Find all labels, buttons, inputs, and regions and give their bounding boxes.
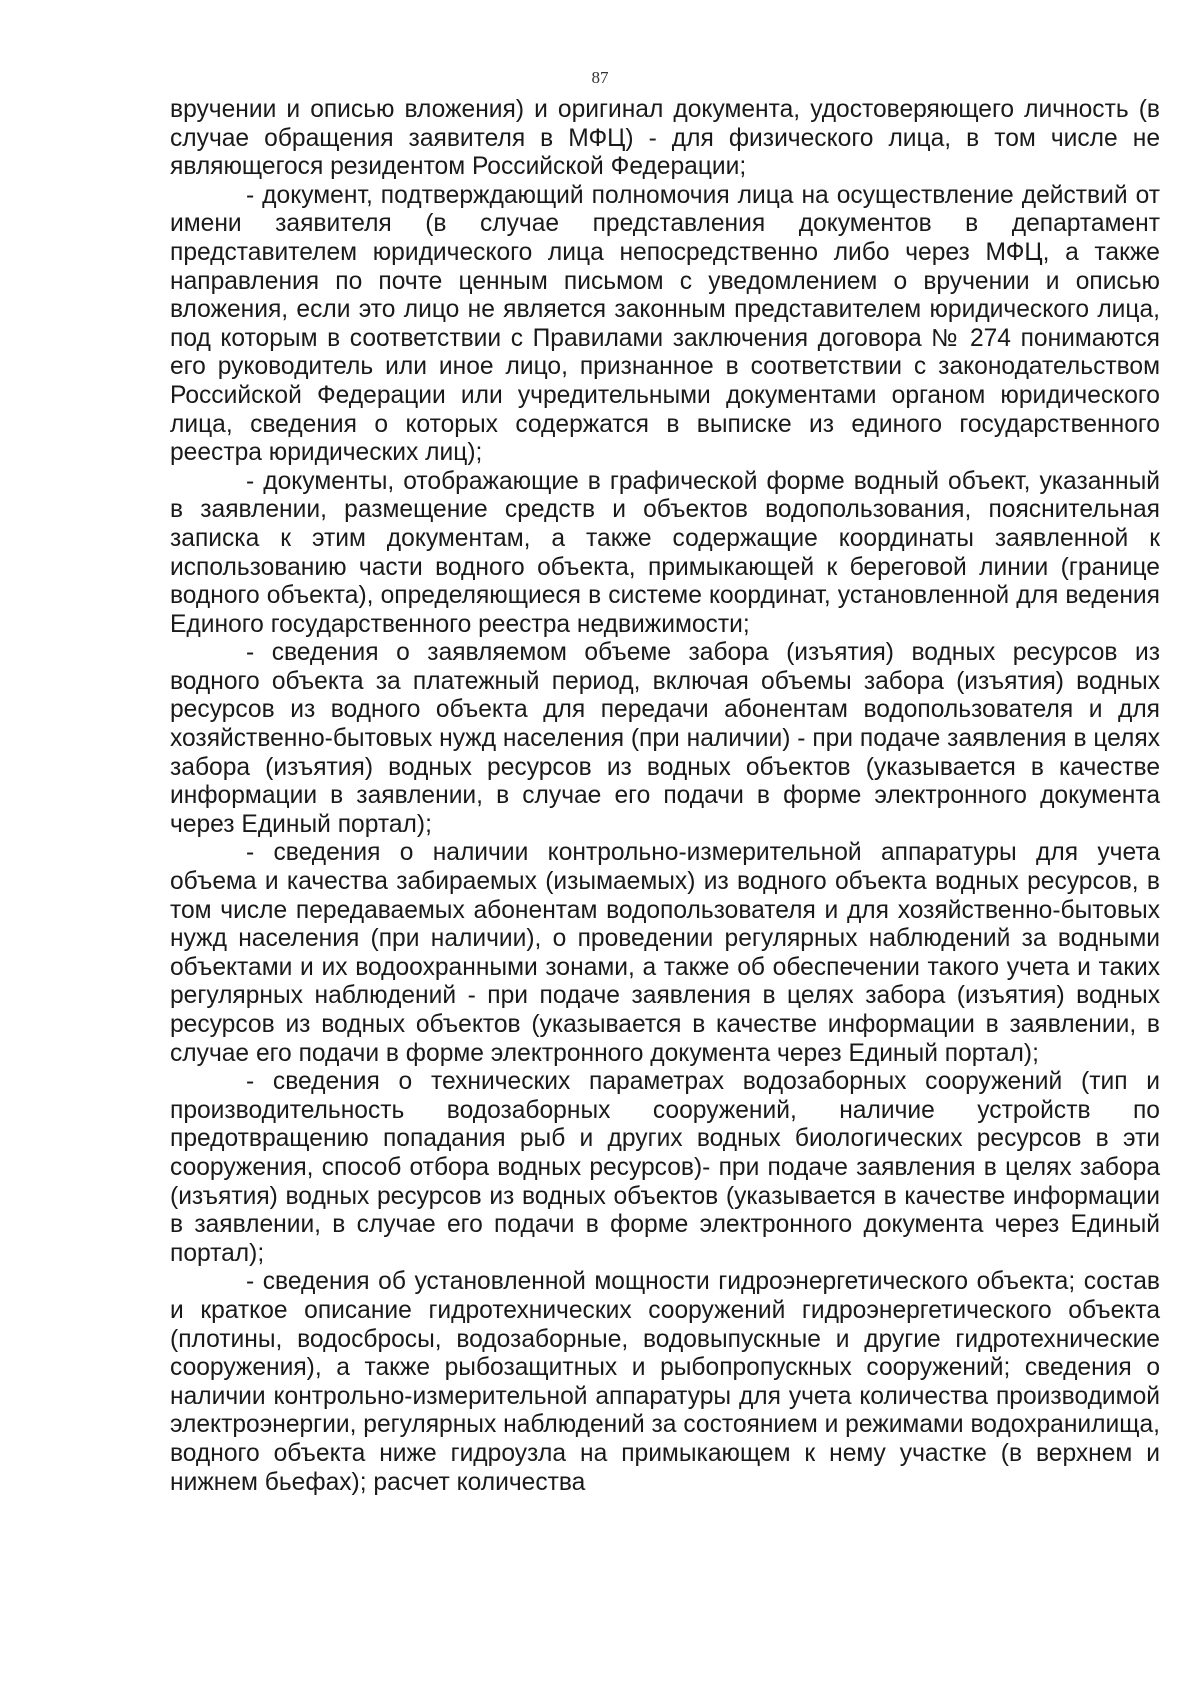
paragraph-technical-parameters: - сведения о технических параметрах водозаборных сооружений (тип и производительность водозаборных сооружений, наличие устройств по предотвращению попадания рыб и других водных биологических ресурсов в эти сооружения, способ отбора водных ресурсов)- при подаче заявления в целях забора (изъятия) водных ресурсов из водных объектов (указывается в качестве информации в заявлении, в случае его подачи в форме электронного документа через Единый портал);: [170, 1068, 1160, 1267]
paragraph-authority-document: - документ, подтверждающий полномочия лица на осуществление действий от имени заявителя (в случае представления документов в департамент представителем юридического лица непосредственно либо через МФЦ, а также направления по почте ценным письмом с уведомлением о вручении и описью вложения, если это лицо не является законным представителем юридического лица, под которым в соответствии с Правилами заключения договора № 274 понимаются его руководитель или иное лицо, признанное в соответствии с законодательством Российской Федерации или учредительными документами органом юридического лица, сведения о которых содержатся в выписке из единого государственного реестра юридических лиц);: [170, 181, 1160, 467]
paragraph-hydropower-object: - сведения об установленной мощности гидроэнергетического объекта; состав и краткое описание гидротехнических сооружений гидроэнергетического объекта (плотины, водосбросы, водозаборные, водовыпускные и другие гидротехнические сооружения), а также рыбозащитных и рыбопропускных сооружений; сведения о наличии контрольно-измерительной аппаратуры для учета количества производимой электроэнергии, регулярных наблюдений за состоянием и режимами водохранилища, водного объекта ниже гидроузла на примыкающем к нему участке (в верхнем и нижнем бьефах); расчет количества: [170, 1268, 1160, 1496]
paragraph-graphic-documents: - документы, отображающие в графической форме водный объект, указанный в заявлении, размещение средств и объектов водопользования, пояснительная записка к этим документам, а также содержащие координаты заявленной к использованию части водного объекта, примыкающей к береговой линии (границе водного объекта), определяющиеся в системе координат, установленной для ведения Единого государственного реестра недвижимости;: [170, 467, 1160, 638]
document-body: [170, 96, 1160, 1497]
paragraph-continuation: вручении и описью вложения) и оригинал документа, удостоверяющего личность (в случае обращения заявителя в МФЦ) - для физического лица, в том числе не являющегося резидентом Российской Федерации;: [170, 96, 1160, 181]
paragraph-measuring-equipment: - сведения о наличии контрольно-измерительной аппаратуры для учета объема и качества забираемых (изымаемых) из водного объекта водных ресурсов, в том числе передаваемых абонентам водопользователя и для хозяйственно-бытовых нужд населения (при наличии), о проведении регулярных наблюдений за водными объектами и их водоохранными зонами, а также об обеспечении такого учета и таких регулярных наблюдений - при подаче заявления в целях забора (изъятия) водных ресурсов из водных объектов (указывается в качестве информации в заявлении, в случае его подачи в форме электронного документа через Единый портал);: [170, 839, 1160, 1067]
page-number: 87: [591, 68, 609, 87]
paragraph-water-intake-volume: - сведения о заявляемом объеме забора (изъятия) водных ресурсов из водного объекта за платежный период, включая объемы забора (изъятия) водных ресурсов из водного объекта для передачи абонентам водопользователя и для хозяйственно-бытовых нужд населения (при наличии) - при подаче заявления в целях забора (изъятия) водных ресурсов из водных объектов (указывается в качестве информации в заявлении, в случае его подачи в форме электронного документа через Единый портал);: [170, 639, 1160, 838]
